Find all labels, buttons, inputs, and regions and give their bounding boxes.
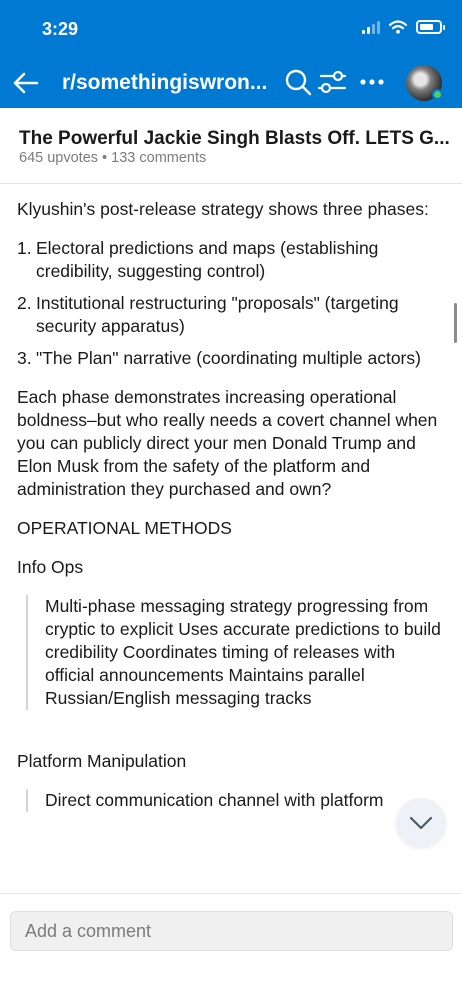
battery-icon xyxy=(416,20,442,34)
list-number: 3. xyxy=(17,348,32,368)
post-meta xyxy=(19,150,206,166)
list-number: 1. xyxy=(17,238,32,258)
online-status-indicator xyxy=(432,89,443,100)
intro-paragraph: Klyushin's post-release strategy shows three phases: xyxy=(17,199,429,219)
list-item-text: Institutional restructuring "proposals" (targeting security apparatus) xyxy=(36,293,399,336)
comment-bar xyxy=(0,893,462,1000)
blockquote: Multi-phase messaging strategy progressing from cryptic to explicit Uses accurate predictions to build credibility Coordinates timing of releases with official announcements Maintains parallel Russian/English messaging tracks xyxy=(26,595,445,710)
post-header xyxy=(0,108,462,184)
blockquote: Direct communication channel with platform xyxy=(26,789,445,812)
list-item xyxy=(17,237,445,283)
upvote-count: 645 upvotes xyxy=(19,150,99,166)
back-button[interactable] xyxy=(8,66,42,100)
list-item xyxy=(17,347,445,370)
user-avatar[interactable] xyxy=(404,63,444,103)
body-paragraph: Each phase demonstrates increasing operational boldness–but who really needs a covert channel when you can publicly direct your men Donald Trump and Elon Musk from the safety of the platform and administration they purchased and own? xyxy=(17,387,438,499)
subheading-platform-manipulation: Platform Manipulation xyxy=(17,751,187,771)
phase-list xyxy=(17,237,445,370)
search-button[interactable] xyxy=(280,64,316,100)
section-heading: OPERATIONAL METHODS xyxy=(17,518,232,538)
more-options-icon xyxy=(359,78,385,86)
sort-filter-button[interactable] xyxy=(314,64,350,100)
chevron-down-icon xyxy=(409,816,433,830)
subheading-info-ops: Info Ops xyxy=(17,557,84,577)
comment-input[interactable] xyxy=(10,911,453,951)
more-options-button[interactable] xyxy=(354,64,390,100)
subreddit-name[interactable]: r/somethingiswron... xyxy=(62,71,268,94)
app-header xyxy=(0,0,462,108)
scrollbar[interactable] xyxy=(454,303,457,343)
list-item xyxy=(17,292,445,338)
post-body xyxy=(17,198,445,892)
meta-separator: • xyxy=(102,150,108,166)
comment-count: 133 comments xyxy=(111,150,207,166)
search-icon xyxy=(284,68,312,96)
wifi-icon xyxy=(389,20,407,34)
jump-to-next-comment-button[interactable] xyxy=(396,798,446,848)
cellular-signal-icon xyxy=(362,20,380,34)
post-title[interactable]: The Powerful Jackie Singh Blasts Off. LETS G... xyxy=(19,128,450,149)
list-item-text: Electoral predictions and maps (establishing credibility, suggesting control) xyxy=(36,238,379,281)
back-arrow-icon xyxy=(11,71,39,95)
list-number: 2. xyxy=(17,293,32,313)
status-time: 3:29 xyxy=(42,19,79,39)
sort-filter-icon xyxy=(317,68,347,96)
list-item-text: "The Plan" narrative (coordinating multiple actors) xyxy=(36,348,421,368)
status-icons xyxy=(362,20,442,34)
